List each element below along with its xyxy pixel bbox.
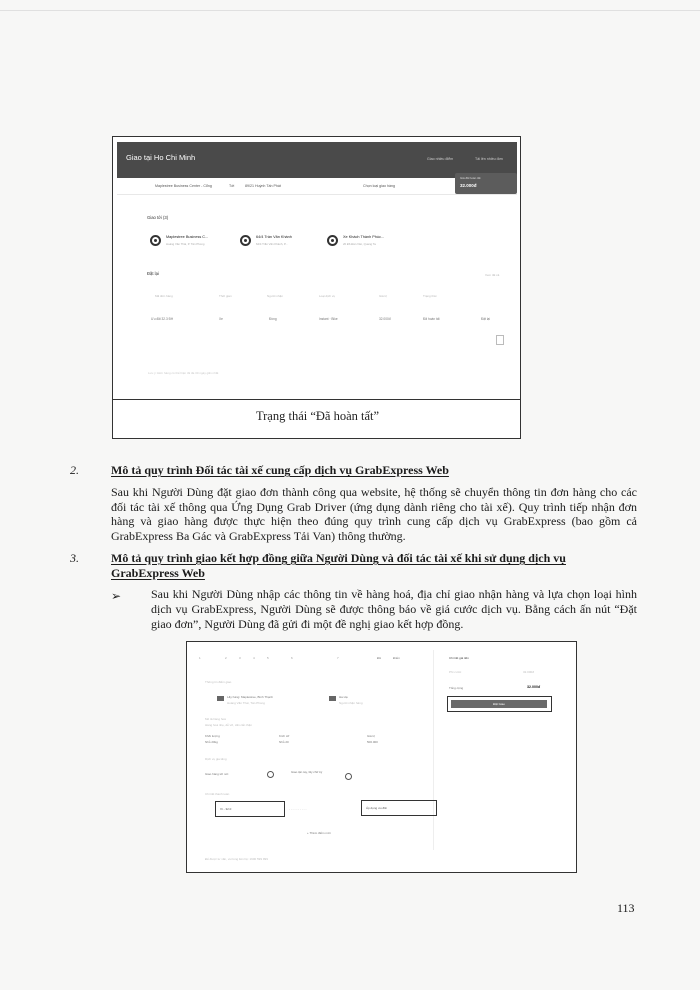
route-to[interactable]: 89/21 Huỳnh Tấn Phát <box>245 184 281 188</box>
bulk-upload-link[interactable]: Tải lên nhiều đơn <box>475 157 503 161</box>
step: 7 <box>337 656 339 660</box>
add-point-link[interactable]: + Thêm điểm mới <box>307 831 331 835</box>
service-select[interactable]: Chọn loại giao hàng <box>363 184 395 188</box>
bullet-arrow: ➢ <box>111 589 122 603</box>
step: 2 <box>225 656 227 660</box>
step: 1 <box>199 656 201 660</box>
price-box <box>455 173 517 194</box>
section-number: 3. <box>70 551 79 565</box>
header-title: Giao tại Ho Chi Minh <box>126 153 196 162</box>
truck-icon <box>329 696 336 701</box>
table-cell: Ưu đãi 32.3 ĐH <box>151 317 174 321</box>
addon-option[interactable]: Giao hàng tới nơi <box>205 772 229 776</box>
orders-title: Đặt lại <box>147 271 159 276</box>
recent-name: Maplestree Business C... <box>166 235 209 239</box>
recent-name: 64/4 Trần Văn Khánh <box>256 235 292 239</box>
sender-value[interactable]: Ha Hạ <box>339 695 348 699</box>
scan-border <box>0 10 700 11</box>
summary-title: Chi tiết giá tiền <box>449 656 469 660</box>
table-cell: Đã hoàn tất <box>423 317 440 321</box>
recent-name: Xe Khách Thành Phúc... <box>343 235 385 239</box>
value-value[interactable]: 500.000 <box>367 740 378 744</box>
pickup-label: Thông tin điểm giao <box>205 680 232 684</box>
total-label: Tổng cộng <box>449 686 464 690</box>
caption-divider <box>113 399 521 400</box>
table-cell: 32.000đ <box>379 317 391 321</box>
fee-label: Phí cước <box>449 670 462 674</box>
items-label: Mô tả hàng hoá <box>205 717 226 721</box>
section-body: Sau khi Người Dùng nhập các thông tin về hàng hoá, địa chỉ giao nhận hàng và lựa chọn loại hình dịch vụ GrabExpress, Người Dùng sẽ được thông báo về giá cước dịch vụ. Bằng cách ấn nút “Đặt giao đơn”, Người Dùng đã gửi đi một đề nghị giao kết hợp đồng. <box>151 587 637 631</box>
size-value[interactable]: Nhỏ 20 <box>279 740 289 744</box>
figure-order-form <box>186 641 577 873</box>
radio-icon[interactable] <box>345 773 352 780</box>
order-button-highlight <box>447 696 552 712</box>
radio-icon[interactable] <box>267 771 274 778</box>
recent-card[interactable] <box>150 233 234 249</box>
table-header: Người nhận <box>267 294 283 298</box>
location-pin-icon <box>240 235 251 246</box>
multi-point-link[interactable]: Giao nhiều điểm <box>427 157 454 161</box>
footer-note: Để được tư vấn, vui lòng liên hệ: 1900 599 999 <box>205 857 268 861</box>
payment-select[interactable] <box>215 801 285 817</box>
pickup-value[interactable]: Lấy hàng: Maplestree, Bình Thạnh <box>227 695 273 699</box>
fee-value: 32.000đ <box>523 670 534 674</box>
section-number: 2. <box>70 463 79 477</box>
package-icon <box>217 696 224 701</box>
figure-caption: Trạng thái “Đã hoàn tất” <box>255 409 380 423</box>
weight-label: Khối lượng <box>205 734 220 738</box>
size-label: Kích cỡ <box>279 734 290 738</box>
reorder-link[interactable]: Đặt lại <box>481 317 491 321</box>
table-header: Mã đơn hàng <box>155 294 173 298</box>
location-pin-icon <box>327 235 338 246</box>
step: 6 <box>291 656 293 660</box>
total-value: 32.000đ <box>527 685 541 689</box>
route-from[interactable]: Maplestree Business Center - Cổng <box>155 184 212 188</box>
addon-option[interactable]: Giao tận tay, lấy chữ ký <box>291 770 323 774</box>
recent-card[interactable] <box>327 233 411 249</box>
items-sub: Hàng hoá nhẹ, dễ vỡ, cần cẩn thận <box>205 723 253 727</box>
recent-sub: Hoàng Văn Thái, P. Tân Phong <box>166 242 205 246</box>
addon-label: Dịch vụ gia tăng <box>205 757 227 761</box>
recent-sub: 20 Đồ Đàn Vân, Quang Ta <box>343 242 376 246</box>
table-header: Giá trị <box>379 294 388 298</box>
section-heading: Mô tả quy trình giao kết hợp đồng giữa Người Dùng và đối tác tài xế khi sử dụng dịch vụ <box>111 551 566 565</box>
payment-label: Chi tiết thanh toán <box>205 792 230 796</box>
copy-icon[interactable] <box>496 335 504 345</box>
view-all-link[interactable]: Xem tất cả <box>485 273 500 277</box>
route-to-label: Tới <box>229 184 235 188</box>
page-number: 113 <box>617 901 635 915</box>
value-label: Giá trị <box>367 734 376 738</box>
step: 4 <box>253 656 255 660</box>
sender-sub: Người nhận hàng <box>339 701 363 705</box>
recent-sub: 64/4 Trần Văn Khánh, P... <box>256 242 288 246</box>
table-cell: Đồng <box>269 317 277 321</box>
price-value: 32.000đ <box>460 183 477 188</box>
figure-order-completed <box>112 136 521 439</box>
table-header: Thời gian <box>219 294 232 298</box>
column-divider <box>433 650 434 850</box>
recent-card[interactable] <box>240 233 324 249</box>
step: 3 <box>239 656 241 660</box>
promo-value: Áp dụng ưu đãi <box>366 806 387 810</box>
section-heading-cont: GrabExpress Web <box>111 566 205 580</box>
top-label: Điểm <box>393 656 401 660</box>
separator-dash: - - - - - - - - - - <box>289 807 307 811</box>
payment-value: Ví - 32.0 <box>220 807 232 811</box>
weight-value[interactable]: Nhỏ 20kg <box>205 740 218 744</box>
table-cell: Xe <box>219 317 223 321</box>
promo-field[interactable] <box>361 800 437 816</box>
recent-title: Giao tới (3) <box>147 215 169 220</box>
location-pin-icon <box>150 235 161 246</box>
table-header: Loại dịch vụ <box>319 294 336 298</box>
section-heading: Mô tả quy trình Đối tác tài xế cung cấp dịch vụ GrabExpress Web <box>111 463 449 477</box>
footer-note: Lưu ý: Đơn hàng có thể hiện tối đa 30 ngày gần nhất <box>148 371 219 375</box>
table-header: Trạng thái <box>423 294 437 298</box>
step: 5 <box>267 656 269 660</box>
section-body: Sau khi Người Dùng đặt giao đơn thành công qua website, hệ thống sẽ chuyển thông tin đơn hàng cho các đối tác tài xế thông qua Ứng Dụng Grab Driver (ứng dụng dành riêng cho tài xế). Quy trình tiếp nhận đơn hàng và giao hàng được thực hiện theo đúng quy trình cung cấp dịch vụ GrabExpress (bao gồm cả GrabExpress Ba Gác và GrabExpress Tải Van) thông thường. <box>111 485 637 543</box>
table-cell: Instant · Bike <box>319 317 338 321</box>
price-label: Giá đã hoàn tất <box>460 176 481 180</box>
pickup-sub: Hoàng Văn Thái, Tân Phong <box>227 701 265 705</box>
order-button[interactable]: Đặt Giao <box>451 700 547 708</box>
top-label: Đã <box>377 656 381 660</box>
